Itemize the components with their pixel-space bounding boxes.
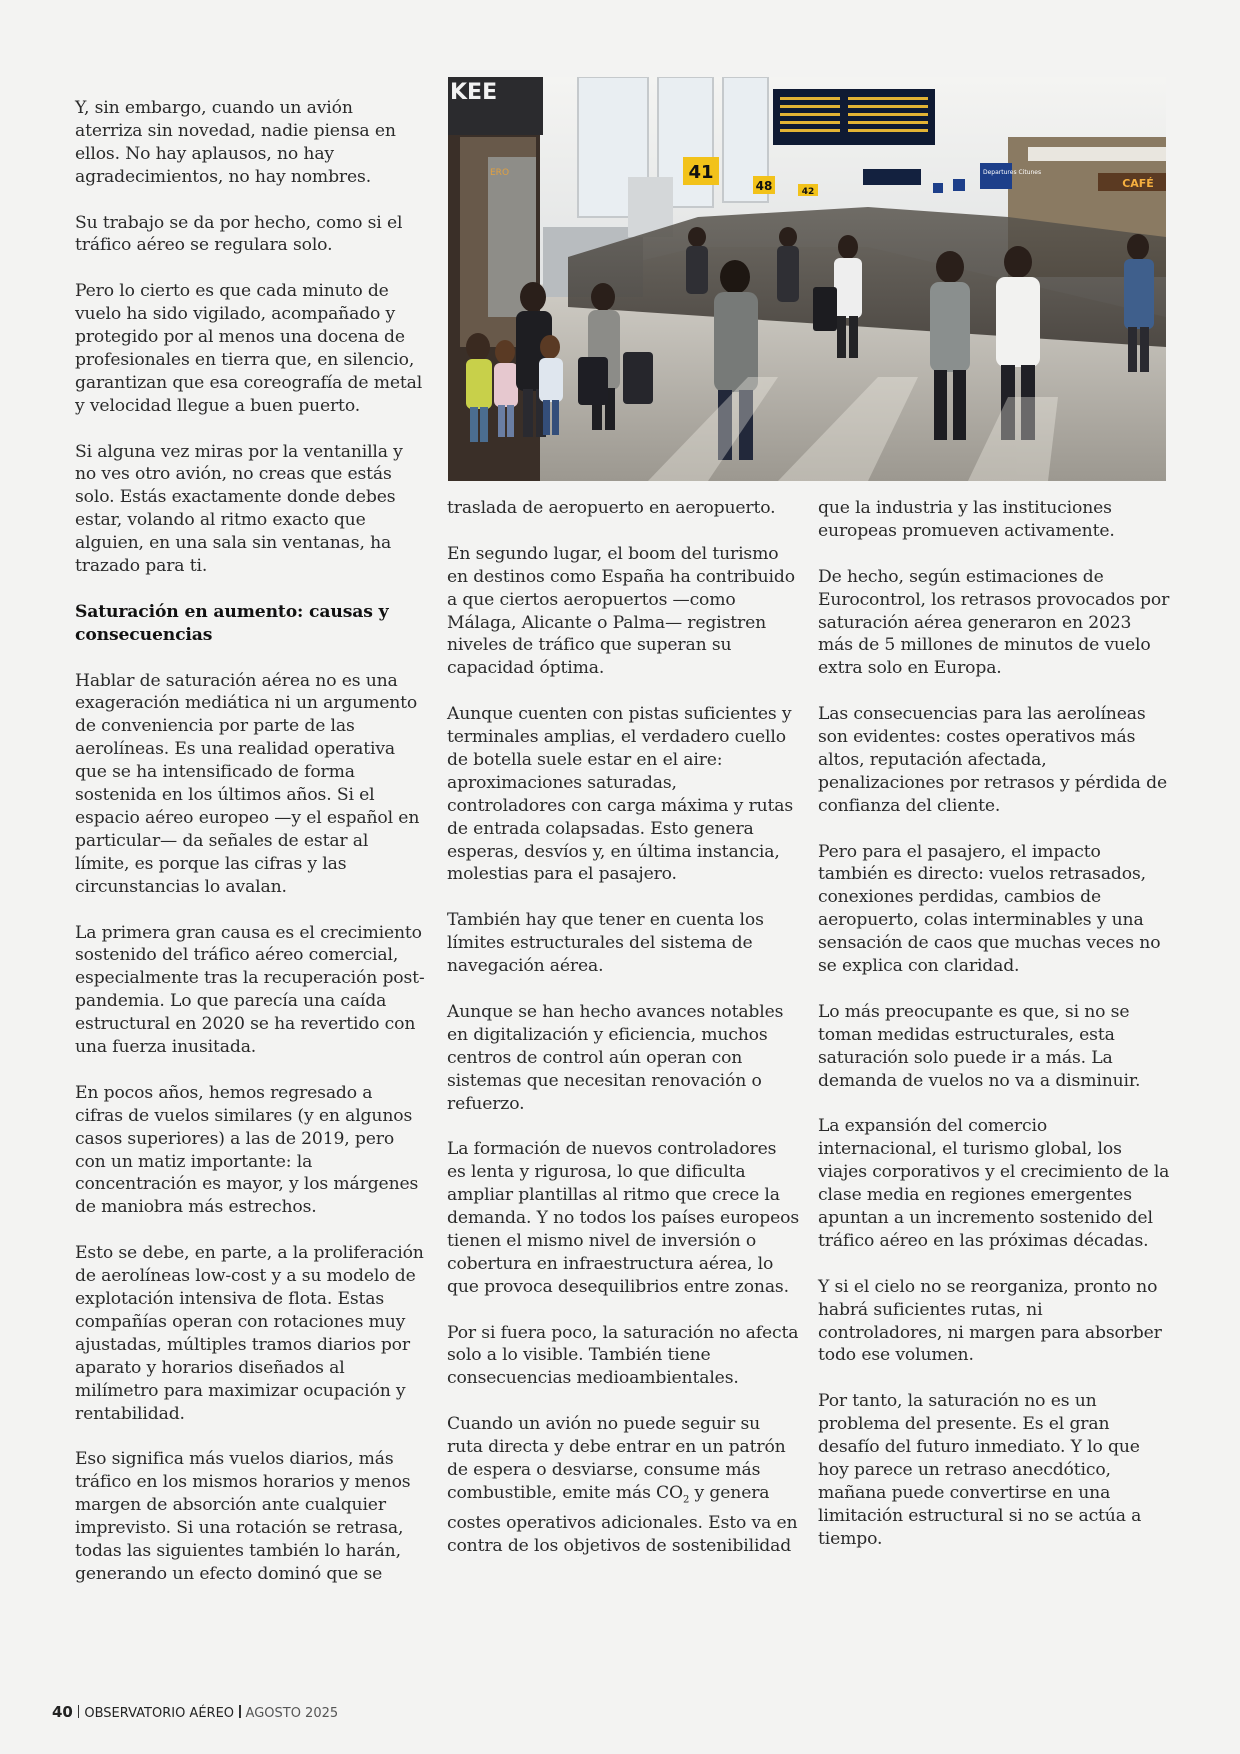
paragraph: La primera gran causa es el crecimiento sostenido del tráfico aéreo comercial, especialmente tras la recuperación post-pandemia. Lo que parecía una caída estructural en 2020 se ha revertido con una fuerza inusitada. <box>75 922 425 1058</box>
article-column-1 <box>75 97 425 1609</box>
paragraph: Pero lo cierto es que cada minuto de vuelo ha sido vigilado, acompañado y protegido por al menos una docena de profesionales en tierra que, en silencio, garantizan que esa coreografía de metal y velocidad llegue a buen puerto. <box>75 281 423 416</box>
paragraph-text: y genera costes operativos adicionales. Esto va en contra de los objetivos de sostenibilidad <box>447 1482 798 1557</box>
paragraph: También hay que tener en cuenta los límites estructurales del sistema de navegación aérea. <box>447 910 764 977</box>
paragraph: Su trabajo se da por hecho, como si el tráfico aéreo se regulara solo. <box>75 212 403 256</box>
paragraph: Si alguna vez miras por la ventanilla y no ves otro avión, no creas que estás solo. Estás exactamente donde debes estar, volando al ritmo exacto que alguien, en una sala sin ventanas, ha trazado para ti. <box>75 441 403 577</box>
paragraph: Por tanto, la saturación no es un problema del presente. Es el gran desafío del futuro inmediato. Y lo que hoy parece un retraso anecdótico, mañana puede convertirse en una limitación estructural si no se actúa a tiempo. <box>818 1391 1142 1549</box>
article-column-3 <box>818 497 1170 1573</box>
paragraph-text: Cuando un avión no puede seguir su ruta directa y debe entrar en un patrón de espera o desviarse, consume más combustible, emite más CO <box>447 1414 786 1503</box>
paragraph: La formación de nuevos controladores es lenta y rigurosa, lo que dificulta ampliar plantillas al ritmo que crece la demanda. Y no todos los países europeos tienen el mismo nivel de inversión o cobertura en infraestructura aérea, lo que provoca desequilibrios entre zonas. <box>447 1139 799 1297</box>
divider <box>78 1705 80 1718</box>
page-footer <box>52 1703 338 1721</box>
gate-sign-48: 48 <box>755 179 773 193</box>
page-number: 40 <box>52 1703 73 1721</box>
paragraph <box>447 1413 799 1558</box>
cafe-sign: CAFÉ <box>1122 177 1154 190</box>
paragraph: Aunque se han hecho avances notables en digitalización y eficiencia, muchos centros de control aún operan con sistemas que necesitan renovación o refuerzo. <box>447 1001 784 1114</box>
divider <box>239 1705 241 1718</box>
publication-name: OBSERVATORIO AÉREO <box>84 1706 235 1721</box>
direction-sign: Departures Citunes <box>983 169 1042 176</box>
airport-terminal-photo <box>448 77 1166 481</box>
store-sign: KEE <box>450 80 498 105</box>
paragraph: Eso significa más vuelos diarios, más tráfico en los mismos horarios y menos margen de absorción ante cualquier imprevisto. Si una rotación se retrasa, todas las siguientes también lo harán, generando un efecto dominó que se <box>75 1449 411 1584</box>
paragraph: Hablar de saturación aérea no es una exageración mediática ni un argumento de conveniencia por parte de las aerolíneas. Es una realidad operativa que se ha intensificado de forma sostenida en los últimos años. Si el espacio aéreo europeo —y el español en particular— da señales de estar al límite, es porque las cifras y las circunstancias lo avalan. <box>75 670 420 897</box>
paragraph: que la industria y las instituciones europeas promueven activamente. <box>818 498 1115 541</box>
paragraph: Lo más preocupante es que, si no se toman medidas estructurales, esta saturación solo puede ir a más. La demanda de vuelos no va a disminuir. <box>818 1001 1141 1091</box>
paragraph: Esto se debe, en parte, a la proliferación de aerolíneas low-cost y a su modelo de explotación intensiva de flota. Estas compañías operan con rotaciones muy ajustadas, múltiples tramos diarios por aparato y horarios diseñados al milímetro para maximizar ocupación y rentabilidad. <box>75 1243 424 1424</box>
paragraph: Y, sin embargo, cuando un avión aterriza sin novedad, nadie piensa en ellos. No hay aplausos, no hay agradecimientos, no hay nombres. <box>75 98 396 187</box>
paragraph: traslada de aeropuerto en aeropuerto. <box>447 498 776 518</box>
issue-date: AGOSTO 2025 <box>245 1706 339 1721</box>
paragraph: Las consecuencias para las aerolíneas son evidentes: costes operativos más altos, reputación afectada, penalizaciones por retrasos y pérdida de confianza del cliente. <box>818 704 1167 816</box>
article-column-2 <box>447 497 799 1581</box>
paragraph: Por si fuera poco, la saturación no afecta solo a lo visible. También tiene consecuencias medioambientales. <box>447 1322 799 1389</box>
gate-sign-42: 42 <box>801 187 815 197</box>
paragraph: De hecho, según estimaciones de Eurocontrol, los retrasos provocados por saturación aérea generaron en 2023 más de 5 millones de minutos de vuelo extra solo en Europa. <box>818 566 1170 679</box>
paragraph: Aunque cuenten con pistas suficientes y terminales amplias, el verdadero cuello de botella suele estar en el aire: aproximaciones saturadas, controladores con carga máxima y rutas de entrada colapsadas. Esto genera esperas, desvíos y, en última instancia, molestias para el pasajero. <box>447 704 794 885</box>
section-heading: Saturación en aumento: causas y consecuencias <box>75 601 389 645</box>
paragraph: La expansión del comercio internacional, el turismo global, los viajes corporativos y el crecimiento de la clase media en regiones emergentes apuntan a un incremento sostenido del tráfico aéreo en las próximas décadas. <box>818 1116 1170 1251</box>
shop-sign-text: ERO <box>490 168 510 178</box>
gate-sign-41: 41 <box>688 162 714 183</box>
paragraph: En segundo lugar, el boom del turismo en destinos como España ha contribuido a que ciertos aeropuertos —como Málaga, Alicante o Palma— registren niveles de tráfico que superan su capacidad óptima. <box>447 543 795 679</box>
paragraph: En pocos años, hemos regresado a cifras de vuelos similares (y en algunos casos superiores) a las de 2019, pero con un matiz importante: la concentración es mayor, y los márgenes de maniobra más estrechos. <box>75 1082 419 1218</box>
paragraph: Pero para el pasajero, el impacto también es directo: vuelos retrasados, conexiones perdidas, cambios de aeropuerto, colas interminables y una sensación de caos que muchas veces no se explica con claridad. <box>818 841 1161 977</box>
subscript: 2 <box>683 1494 690 1506</box>
paragraph: Y si el cielo no se reorganiza, pronto no habrá suficientes rutas, ni controladores, ni margen para absorber todo ese volumen. <box>818 1276 1162 1366</box>
